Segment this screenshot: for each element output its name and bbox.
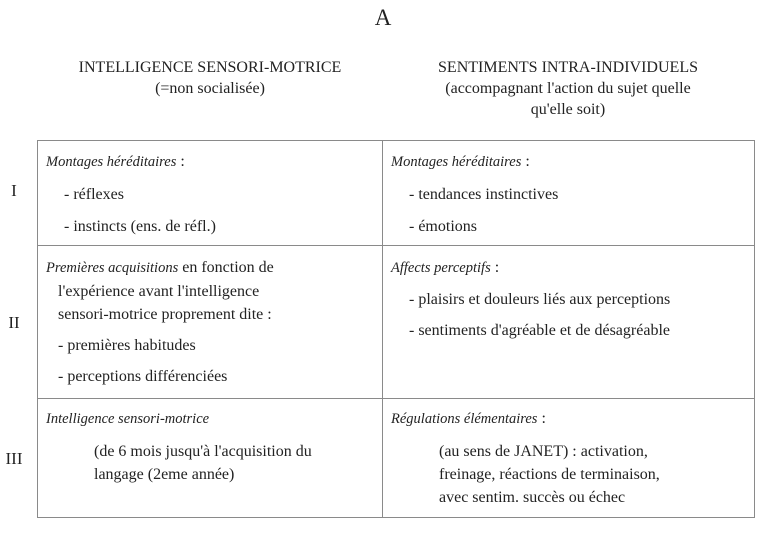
cell-text-line: freinage, réactions de terminaison, (439, 466, 660, 483)
cell-lead: Intelligence sensori-motrice (46, 411, 210, 427)
row-divider (38, 245, 754, 246)
page-title: A (374, 5, 392, 30)
list-item: - réflexes (64, 186, 124, 203)
list-item: - tendances instinctives (409, 186, 559, 203)
cell-text-line: langage (2eme année) (94, 466, 235, 483)
cell-text-line: sensori-motrice proprement dite : (58, 306, 272, 323)
cell-heading (46, 407, 374, 431)
cell-heading (46, 256, 374, 280)
list-item: - émotions (409, 218, 477, 235)
cell-lead: Montages héréditaires (391, 154, 522, 170)
cell-lead-tail: : (176, 153, 185, 170)
column-header-line: INTELLIGENCE SENSORI-MOTRICE (78, 59, 342, 76)
list-item: - perceptions différenciées (58, 368, 228, 385)
column-header-line: (accompagnant l'action du sujet quelle (445, 80, 691, 97)
row-label-2: II (8, 313, 20, 332)
cell-lead-tail: : (490, 259, 500, 276)
cell-lead-tail: : (521, 153, 530, 170)
row-label-1: I (11, 181, 17, 200)
cell-lead: Montages héréditaires (46, 154, 177, 170)
list-item: - premières habitudes (58, 337, 196, 354)
list-item: - sentiments d'agréable et de désagréable (409, 322, 670, 339)
list-item: - instincts (ens. de réfl.) (64, 218, 216, 235)
cell-heading (391, 256, 747, 280)
cell-heading (46, 150, 374, 174)
column-header-intelligence (40, 57, 380, 99)
cell-text-line: l'expérience avant l'intelligence (58, 283, 260, 300)
cell-lead-tail: en fonction de (178, 259, 274, 276)
cell-row1-intelligence (38, 150, 382, 238)
column-header-line: (=non socialisée) (155, 80, 265, 97)
row-label-3: III (5, 449, 23, 468)
column-header-sentiments (398, 57, 738, 120)
cell-lead: Affects perceptifs (391, 260, 491, 276)
cell-heading (391, 150, 747, 174)
list-item: - plaisirs et douleurs liés aux perceptions (409, 291, 671, 308)
cell-text-line: (de 6 mois jusqu'à l'acquisition du (94, 443, 312, 460)
cell-row2-sentiments (383, 256, 755, 342)
row-divider (38, 398, 754, 399)
column-header-line: SENTIMENTS INTRA-INDIVIDUELS (438, 59, 698, 76)
cell-text-line: (au sens de JANET) : activation, (439, 443, 648, 460)
column-header-line: qu'elle soit) (530, 101, 606, 118)
cell-row3-intelligence (38, 407, 382, 486)
stages-table (37, 140, 755, 518)
cell-text-line: avec sentim. succès ou échec (439, 489, 626, 506)
cell-lead: Régulations élémentaires (391, 411, 538, 427)
cell-lead-tail: : (537, 410, 546, 427)
cell-row3-sentiments (383, 407, 755, 509)
cell-lead: Premières acquisitions (46, 260, 179, 276)
cell-heading (391, 407, 747, 431)
cell-row1-sentiments (383, 150, 755, 238)
cell-row2-intelligence (38, 256, 382, 388)
